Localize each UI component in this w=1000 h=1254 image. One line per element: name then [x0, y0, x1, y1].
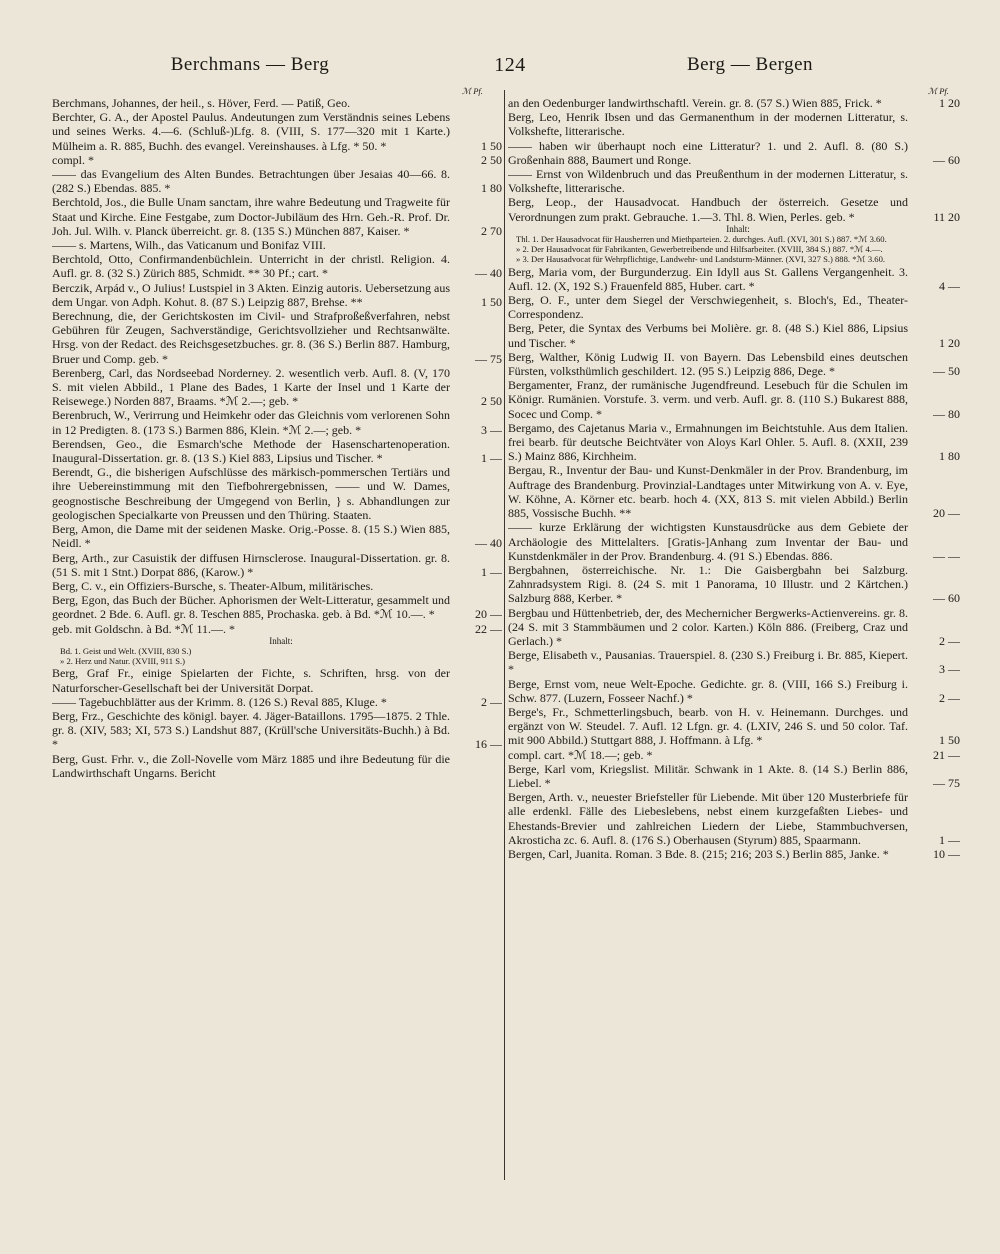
currency-head-right: ℳ Pf. — [928, 86, 949, 96]
catalog-entry — [508, 195, 960, 223]
catalog-entry — [52, 666, 502, 694]
entry-price: 2 — — [481, 694, 502, 709]
entry-text: Bergen, Arth. v., neuester Briefsteller für Liebende. Mit über 120 Musterbriefe für alle erdenkl. Fälle des Liebeslebens, nebst einem kurzgefaßten Liebes- und Ehestands-Brevier und zahlreichen Liedern der Liebe, Stammbuchversen, Akrosticha zc. 6. Aufl. 8. (176 S.) Oberhausen (Styrum) 885, Spaarmann. — [508, 790, 908, 847]
entry-text: —— s. Martens, Wilh., das Vaticanum und Bonifaz VIII. — [52, 238, 326, 253]
entry-price: — — — [933, 548, 960, 563]
entry-price: 20 — — [475, 607, 502, 622]
entry-text: Berg, Peter, die Syntax des Verbums bei Molière. gr. 8. (48 S.) Kiel 886, Lipsius und Tischer. * — [508, 321, 908, 350]
entry-price: 1 20 — [939, 335, 960, 350]
entry-text: Berg, Walther, König Ludwig II. von Bayern. Das Lebensbild eines deutschen Fürsten, volksthümlich geschildert. 12. (95 S.) Leipzig 886, Dege. * — [508, 349, 908, 379]
contents-item: » 2. Der Hausadvocat für Fabrikanten, Gewerbetreibende und Hilfsarbeiter. (XVIII, 384 S.) 887. *ℳ 4.—. — [516, 244, 883, 255]
entry-price: 1 — — [481, 564, 502, 579]
entry-price: 16 — — [475, 737, 502, 752]
entry-text: —— Tagebuchblätter aus der Krimm. 8. (126 S.) Reval 885, Kluge. * — [52, 694, 387, 709]
entry-text: Berchtold, Otto, Confirmandenbüchlein. Unterricht in der christl. Religion. 4. Aufl. gr. 8. (32 S.) Zürich 885, Schmidt. ** 30 Pf.; cart. * — [52, 252, 450, 281]
catalog-entry — [508, 748, 960, 762]
entry-price: 4 — — [939, 278, 960, 293]
entry-text: Bergamo, des Cajetanus Maria v., Ermahnungen im Beichtstuhle. Aus dem Italien. frei bearb. für deutsche Beichtväter von Aloys Karl Ohler. 5. Aufl. 8. (XXII, 239 S.) Mainz 886, Kirchheim. — [508, 420, 908, 464]
entry-text: Berge, Elisabeth v., Pausanias. Trauerspiel. 8. (230 S.) Freiburg i. Br. 885, Kiepert. * — [508, 648, 908, 677]
entry-text: Berczik, Arpád v., O Julius! Lustspiel in 3 Akten. Einzig autoris. Uebersetzung aus dem Ungar. von Adph. Kohut. 8. (87 S.) Leipzig 887, Brehse. ** — [52, 280, 450, 309]
catalog-entry — [52, 579, 502, 593]
entry-price: 2 — — [939, 690, 960, 705]
catalog-entry — [508, 648, 960, 676]
catalog-entry — [52, 96, 502, 110]
entry-text: compl. cart. *ℳ 18.—; geb. * — [508, 747, 653, 762]
currency-head-left: ℳ Pf. — [462, 86, 483, 96]
catalog-entry — [508, 421, 960, 464]
catalog-entry — [508, 677, 960, 705]
entry-text: Berendsen, Geo., die Esmarch'sche Methode der Hasenschartenoperation. Inaugural-Dissertation. gr. 8. (13 S.) Kiel 883, Lipsius und Tischer. * — [52, 436, 450, 466]
entry-text: Berg, Graf Fr., einige Spielarten der Fichte, s. Schriften, hrsg. von der Naturforscher-Gesellschaft bei der Universität Dorpat. — [52, 666, 450, 695]
catalog-entry — [52, 522, 502, 550]
catalog-entry — [52, 153, 502, 167]
entry-text: Berg, Leo, Henrik Ibsen und das Germanenthum in der modernen Litteratur, s. Volkshefte, litterarische. — [508, 110, 908, 139]
entry-text: Berg, Egon, das Buch der Bücher. Aphorismen der Welt-Litteratur, gesammelt und geordnet. 2 Bde. 6. Aufl. gr. 8. Teschen 885, Prochaska. geb. à Bd. *ℳ 10.—. * — [52, 593, 450, 622]
entry-text: Berenberg, Carl, das Nordseebad Norderney. 2. wesentlich verb. Aufl. 8. (V, 170 S. mit vielen Abbild., 1 Plane des Bades, 1 Karte der Insel und 1 Karte der Reisewege.) Norden 887, Braams. *ℳ 2.—; geb. * — [52, 365, 450, 409]
entry-price: 1 80 — [481, 181, 502, 196]
catalog-entry — [52, 695, 502, 709]
entry-text: Berg, Leop., der Hausadvocat. Handbuch der österreich. Gesetze und Verordnungen zum prakt. Gebrauche. 1.—3. Thl. 8. Wien, Perles. geb. * — [508, 195, 908, 224]
contents-item: » 3. Der Hausadvocat für Wehrpflichtige, Landwehr- und Landsturm-Männer. (XVI, 327 S.) 888. *ℳ 3.60. — [516, 254, 886, 265]
catalog-entry — [52, 551, 502, 579]
catalog-entry — [508, 167, 960, 195]
entry-price: 1 50 — [939, 733, 960, 748]
entry-text: —— Ernst von Wildenbruch und das Preußenthum in der modernen Litteratur, s. Volkshefte, litterarische. — [508, 167, 908, 196]
contents-item: » 2. Herz und Natur. (XVIII, 911 S.) — [60, 656, 185, 667]
entry-text: geb. mit Goldschn. à Bd. *ℳ 11.—. * — [52, 621, 236, 636]
entry-text: an den Oedenburger landwirthschaftl. Verein. gr. 8. (57 S.) Wien 885, Frick. * — [508, 96, 882, 110]
entry-text: Berg, Frz., Geschichte des königl. bayer. 4. Jäger-Bataillons. 1795—1875. 2 Thle. gr. 8. (XIV, 583; XI, 573 S.) Landshut 887, (Krüll'sche Universitäts-Buchh.) à Bd. * — [52, 708, 450, 752]
catalog-entry — [508, 847, 960, 861]
left-contents — [52, 636, 502, 667]
entry-price: — 75 — [933, 775, 960, 790]
entry-price: 10 — — [933, 846, 960, 861]
entry-price: 1 50 — [481, 294, 502, 309]
entry-text: Bergau, R., Inventur der Bau- und Kunst-Denkmäler in der Prov. Brandenburg, im Auftrage des Brandenburg. Provinzial-Landtages unter Mitwirkung von A. v. Eye, W. Köhne, A. Körner etc. bearb. hoch 4. (XX, 813 S. mit vielen Abbild.) Berlin 885, Vossische Buchh. ** — [508, 463, 908, 521]
entry-text: Berge's, Fr., Schmetterlingsbuch, bearb. von H. v. Heinemann. Durchges. und ergänzt von W. Steudel. 7. Aufl. 12 Lfgn. gr. 4. (LXIV, 246 S. und 50 color. Taf. mit 900 Abbild.) Stuttgart 888, J. Hoffmann. à Lfg. * — [508, 704, 908, 748]
entry-price: — 60 — [933, 152, 960, 167]
entry-price: 11 20 — [933, 209, 960, 224]
column-divider — [504, 90, 505, 1180]
contents-item: Thl. 1. Der Hausadvocat für Hausherren und Miethparteien. 2. durchges. Aufl. (XVI, 301 S.) 887. *ℳ 3.60. — [516, 234, 887, 245]
entry-text: —— das Evangelium des Alten Bundes. Betrachtungen über Jesaias 40—66. 8. (282 S.) Ebendas. 885. * — [52, 167, 450, 196]
catalog-entry — [52, 238, 502, 252]
catalog-entry — [508, 463, 960, 520]
entry-price: 22 — — [475, 621, 502, 636]
entry-text: Berg, Gust. Frhr. v., die Zoll-Novelle vom März 1885 und ihre Bedeutung für die Landwirthschaft Ungarns. Bericht — [52, 751, 450, 780]
catalog-entry — [52, 408, 502, 436]
entry-text: Berchtold, Jos., die Bulle Unam sanctam, ihre wahre Bedeutung und Tragweite für Staat und Kirche. Eine Festgabe, zum Doctor-Jubiläum des Hrn. Geh.-R. Prof. Dr. Joh. Jul. Wilh. v. Planck überreicht. gr. 8. (135 S.) München 887, Kaiser. * — [52, 195, 450, 238]
catalog-entry — [508, 606, 960, 649]
entry-price: — 75 — [475, 351, 502, 366]
catalog-entry — [52, 110, 502, 153]
entry-price: 1 — — [481, 451, 502, 466]
contents-title: Inhalt: — [726, 223, 750, 234]
running-head-left: Berchmans — Berg — [170, 54, 330, 75]
catalog-entry — [52, 195, 502, 238]
catalog-entry — [52, 593, 502, 621]
catalog-entry — [52, 622, 502, 636]
entry-text: Berge, Ernst vom, neue Welt-Epoche. Gedichte. gr. 8. (VIII, 166 S.) Freiburg i. Schw. 877. (Luzern, Fosseer Nachf.) * — [508, 676, 908, 705]
catalog-entry — [508, 350, 960, 378]
catalog-entry — [508, 520, 960, 563]
catalog-entry — [508, 265, 960, 293]
catalog-entry — [52, 309, 502, 366]
entry-price: — 50 — [933, 364, 960, 379]
catalog-entry — [508, 563, 960, 606]
catalog-entry — [508, 139, 960, 167]
catalog-entry — [52, 437, 502, 465]
running-head-right: Berg — Bergen — [686, 54, 814, 75]
entry-text: Berendt, G., die bisherigen Aufschlüsse des märkisch-pommerschen Tertiärs und ihre Uebereinstimmung mit den Tiefbohrergebnissen, —— und W. Dames, geognostische Beschreibung der Umgegend von Berlin, } s. Abhandlungen zur geologischen Specialkarte von Preussen und den Thüring. Staaten. — [52, 465, 450, 522]
entry-price: 1 50 — [481, 138, 502, 153]
entry-price: — 80 — [933, 406, 960, 421]
entry-price: 2 50 — [481, 152, 502, 167]
entry-text: Berge, Karl vom, Kriegslist. Militär. Schwank in 1 Akte. 8. (14 S.) Berlin 886, Liebel. * — [508, 761, 908, 790]
right-column — [508, 96, 960, 861]
contents-title: Inhalt: — [269, 635, 293, 646]
left-column — [52, 96, 502, 780]
catalog-entry — [508, 321, 960, 349]
catalog-entry — [52, 281, 502, 309]
catalog-entry — [52, 709, 502, 752]
entry-price: 20 — — [933, 506, 960, 521]
entry-text: Bergbau und Hüttenbetrieb, der, des Mechernicher Bergwerks-Actienvereins. gr. 8. (24 S. mit 3 Stammbäumen und 2 color. Karten.) Köln 886. (Freiberg, Craz und Gerlach.) * — [508, 605, 908, 648]
entry-text: Berg, Maria vom, der Burgunderzug. Ein Idyll aus St. Gallens Vergangenheit. 3. Aufl. 12. (X, 192 S.) Frauenfeld 885, Huber. cart. * — [508, 264, 908, 293]
catalog-entry — [508, 705, 960, 748]
entry-text: —— haben wir überhaupt noch eine Litteratur? 1. und 2. Aufl. 8. (80 S.) Großenhain 888, Baumert und Ronge. — [508, 138, 908, 167]
entry-price: — 40 — [475, 536, 502, 551]
catalog-entry — [508, 293, 960, 321]
entry-text: Berg, O. F., unter dem Siegel der Verschwiegenheit, s. Bloch's, Ed., Theater-Correspondenz. — [508, 293, 908, 322]
entry-text: Berchmans, Johannes, der heil., s. Höver, Ferd. — Patiß, Geo. — [52, 96, 351, 110]
page-number: 124 — [494, 54, 526, 76]
entry-price: 3 — — [481, 422, 502, 437]
entry-text: Berenbruch, W., Verirrung und Heimkehr oder das Gleichnis vom verlorenen Sohn in 12 Predigten. 8. (173 S.) Barmen 886, Klein. *ℳ 2.—; geb. * — [52, 408, 450, 437]
entry-price: 21 — — [933, 747, 960, 762]
entry-text: Bergbahnen, österreichische. Nr. 1.: Die Gaisbergbahn bei Salzburg. Zahnradsystem Rigi. 8. (24 S. mit 1 Panorama, 10 Illustr. und 2 Kärtchen.) Salzburg 888, Kerber. * — [508, 562, 908, 606]
entry-text: —— kurze Erklärung der wichtigsten Kunstausdrücke aus dem Gebiete der Archäologie des Mittelalters. [Gratis-]Anhang zum Inventar der Bau- und Kunstdenkmäler in der Prov. Brandenburg. 4. (91 S.) Ebendas. 886. — [508, 520, 908, 563]
entry-text: Berg, C. v., ein Offiziers-Bursche, s. Theater-Album, militärisches. — [52, 578, 374, 593]
entry-text: compl. * — [52, 152, 94, 167]
entry-text: Berchter, G. A., der Apostel Paulus. Andeutungen zum Verständnis seines Lebens und seines Werks. 4.—6. (Schluß-)Lfg. 8. (VIII, S. 177—320 mit 1 Karte.) Mülheim a. R. 885, Buchh. des evangel. Vereinshauses. à Lfg. * 50. * — [52, 110, 450, 153]
entry-price: 2 70 — [481, 223, 502, 238]
entry-text: Berg, Amon, die Dame mit der seidenen Maske. Orig.-Posse. 8. (15 S.) Wien 885, Neidl. * — [52, 522, 450, 551]
entry-text: Berg, Arth., zur Casuistik der diffusen Hirnsclerose. Inaugural-Dissertation. gr. 8. (51 S. mit 1 Stnt.) Dorpat 886, (Karow.) * — [52, 550, 450, 579]
catalog-entry — [52, 167, 502, 195]
entry-price: 1 20 — [939, 96, 960, 110]
entry-text: Berechnung, die, der Gerichtskosten im Civil- und Strafproßeßverfahren, nebst Gebühren für Zeugen, Sachverständige, Gerichtsvollzieher und Rechtsanwälte. Hrsg. von der Redact. des Reichsgesetzbuches. gr. 8. (36 S.) Berlin 887. Hamburg, Bruer und Comp. geb. * — [52, 309, 450, 366]
entry-price: — 40 — [475, 266, 502, 281]
catalog-entry — [52, 465, 502, 522]
catalog-entry — [508, 762, 960, 790]
catalog-entry — [508, 378, 960, 421]
catalog-entry — [52, 752, 502, 780]
entry-price: 1 — — [939, 832, 960, 847]
catalog-entry — [508, 110, 960, 138]
contents-item: Bd. 1. Geist und Welt. (XVIII, 830 S.) — [60, 645, 192, 656]
entry-price: 1 80 — [939, 449, 960, 464]
entry-price: 2 — — [939, 633, 960, 648]
entry-price: 2 50 — [481, 394, 502, 409]
catalog-entry — [52, 366, 502, 409]
right-contents — [508, 224, 960, 265]
catalog-entry — [508, 790, 960, 847]
entry-text: Bergamenter, Franz, der rumänische Jugendfreund. Lesebuch für die Schulen im Königr. Rumänien. Vorstufe. 3. verm. und verb. Aufl. gr. 8. (110 S.) Bukarest 888, Socec und Comp. * — [508, 378, 908, 421]
entry-text: Bergen, Carl, Juanita. Roman. 3 Bde. 8. (215; 216; 203 S.) Berlin 885, Janke. * — [508, 846, 889, 861]
catalog-entry — [508, 96, 960, 110]
entry-price: 3 — — [939, 662, 960, 677]
catalog-entry — [52, 252, 502, 280]
entry-price: — 60 — [933, 591, 960, 606]
